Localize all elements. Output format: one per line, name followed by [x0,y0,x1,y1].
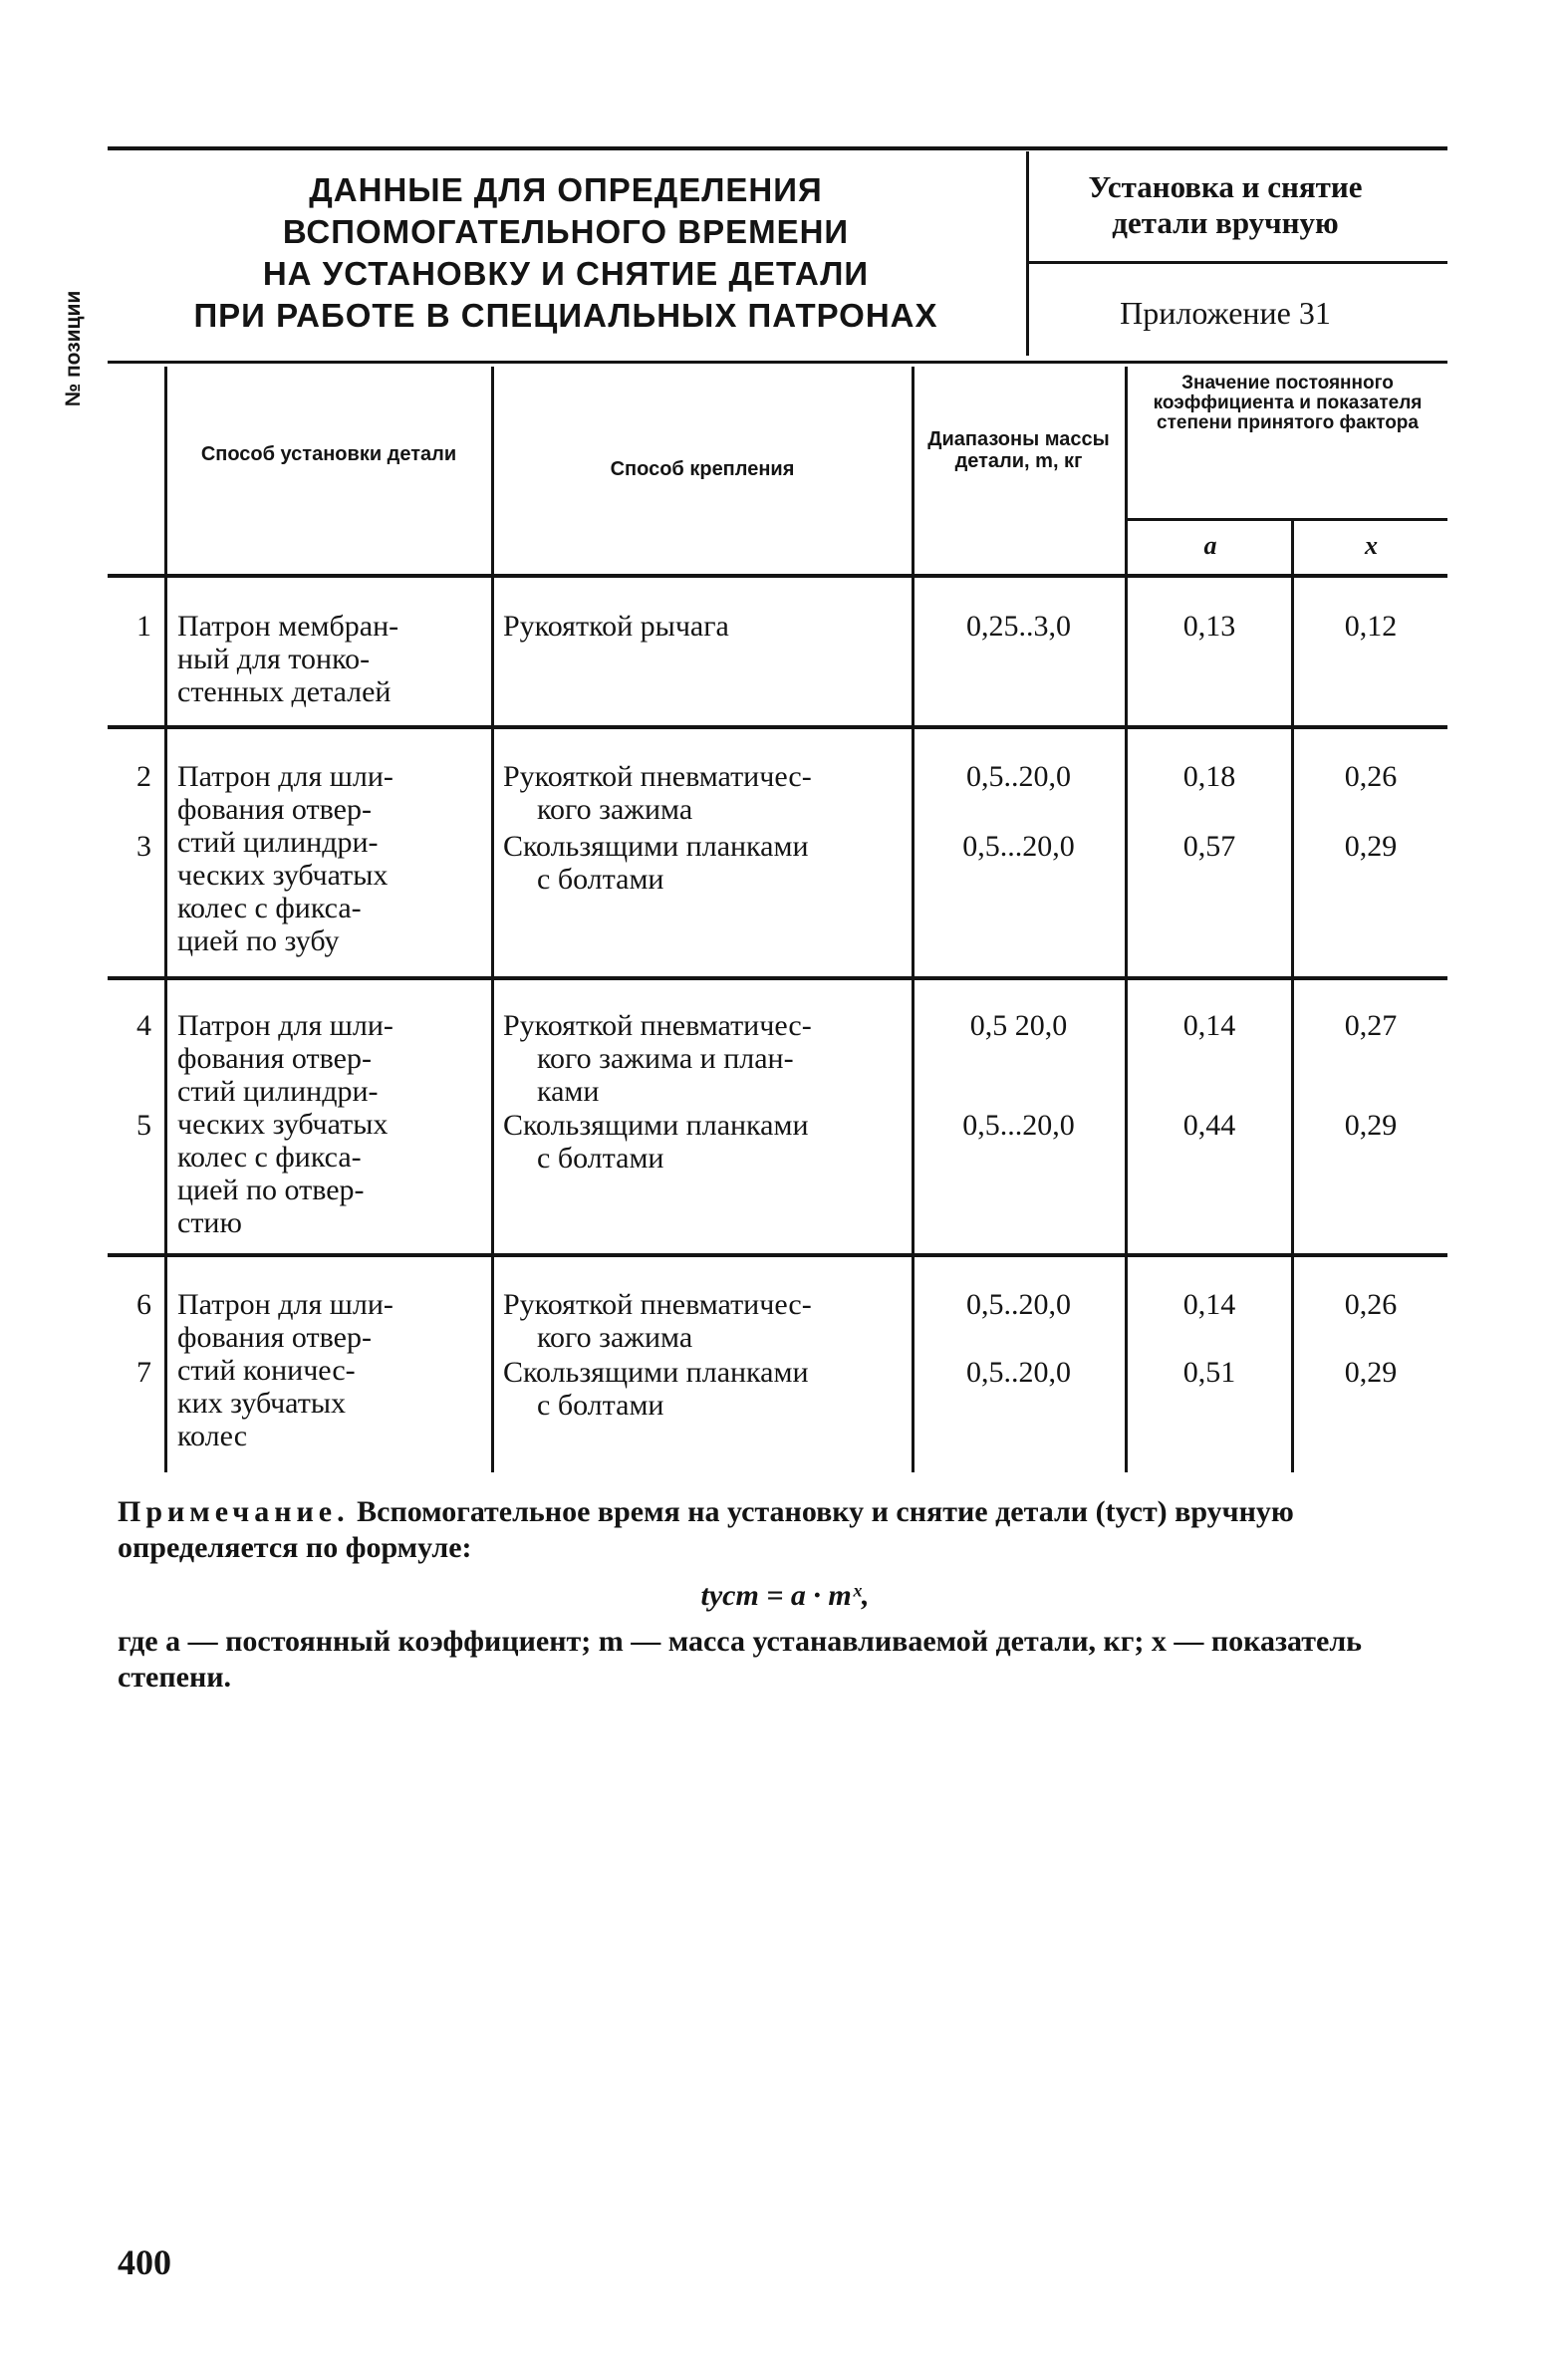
mass-cell: 0,5..20,0 [966,760,1071,793]
a-cell: 0,18 [1182,760,1236,793]
method-line: фования отвер- [177,793,372,826]
method-line: фования отвер- [177,1042,372,1075]
fastening-line: с болтами [537,1142,664,1175]
method-line: цией по отвер- [177,1174,365,1206]
mass-cell: 0,25..3,0 [966,610,1071,643]
col-divider [164,367,167,1472]
note-paragraph [118,1494,1452,1566]
a-cell: 0,44 [1182,1109,1236,1142]
fastening-cell [503,1009,907,1108]
title-line: ПРИ РАБОТЕ В СПЕЦИАЛЬНЫХ ПАТРОНАХ [193,297,938,334]
table-top-rule [108,361,1447,364]
section-line: Установка и снятие [1088,169,1363,204]
fastening-cell [503,760,907,826]
fastening-line: Скользящими планками [503,830,809,863]
section-label [1036,169,1415,241]
fastening-line: с болтами [537,863,664,896]
top-rule [108,146,1447,150]
formula: tуст = a · mˣ, [700,1579,870,1612]
appendix-label: Приложение 31 [1120,295,1331,331]
section-line: детали вручную [1112,205,1339,240]
x-cell: 0,27 [1344,1009,1398,1042]
header-coef: Значение постоянного коэффициента и показателя степени принятого фактора [1153,373,1423,433]
method-line: Патрон мембран- [177,610,399,643]
method-line: Патрон для шли- [177,1009,393,1042]
header-mass: Диапазоны массы детали, m, кг [927,428,1110,472]
title-line: ВСПОМОГАТЕЛЬНОГО ВРЕМЕНИ [282,213,850,250]
fastening-line: Скользящими планками [503,1356,809,1389]
row-number: 6 [136,1288,151,1321]
fastening-line: Рукояткой пневматичес- [503,1288,812,1321]
title-line: ДАННЫЕ ДЛЯ ОПРЕДЕЛЕНИЯ [309,171,823,208]
method-line: ческих зубчатых [177,1108,389,1141]
method-line: стенных деталей [177,675,392,708]
group-rule [108,725,1447,729]
note-definitions: где a — постоянный коэффициент; m — масса устанавливаемой детали, кг; x — показатель степени. [118,1625,1363,1694]
fastening-line: ками [537,1075,600,1108]
fastening-line: Рукояткой рычага [503,610,729,643]
method-line: фования отвер- [177,1321,372,1354]
header-a: a [1203,531,1217,560]
method-cell [177,610,486,708]
fastening-line: с болтами [537,1389,664,1422]
method-line: Патрон для шли- [177,760,393,793]
method-line: цией по зубу [177,924,340,957]
col-divider [491,367,494,1472]
fastening-cell [503,1288,907,1354]
fastening-line: кого зажима [537,793,693,826]
fastening-cell [503,830,907,896]
method-line: ный для тонко- [177,643,371,675]
fastening-line: кого зажима и план- [537,1042,794,1075]
method-line: ких зубчатых [177,1387,346,1420]
coef-subheader-rule [1128,518,1447,521]
group-rule [108,1253,1447,1257]
method-cell [177,1288,486,1452]
method-cell [177,760,486,957]
mass-cell: 0,5..20,0 [966,1288,1071,1321]
mass-cell: 0,5 20,0 [969,1009,1068,1042]
header-bottom-rule [108,574,1447,578]
header-fastening: Способ крепления [610,458,795,480]
a-cell: 0,57 [1182,830,1236,863]
method-line: стий коничес- [177,1354,356,1387]
mass-cell: 0,5...20,0 [962,1109,1075,1142]
fastening-cell [503,1356,907,1422]
row-number: 3 [136,830,151,863]
row-number: 7 [136,1356,151,1389]
title-line: НА УСТАНОВКУ И СНЯТИЕ ДЕТАЛИ [262,255,870,292]
col-divider [1291,521,1294,1472]
page-title [118,169,1014,337]
row-number: 2 [136,760,151,793]
method-line: стий цилиндри- [177,1075,379,1108]
method-cell [177,1009,486,1239]
header-position: № позиции [62,290,85,407]
note-text: Вспомогательное время на установку и снятие детали (tуст) вручную определяется по формуле: [118,1495,1294,1564]
row-number: 4 [136,1009,151,1042]
method-line: колес с фикса- [177,892,362,924]
a-cell: 0,14 [1182,1009,1236,1042]
x-cell: 0,26 [1344,760,1398,793]
method-line: колес [177,1420,248,1452]
fastening-cell [503,610,907,643]
x-cell: 0,29 [1344,830,1398,863]
mass-cell: 0,5...20,0 [962,830,1075,863]
method-line: колес с фикса- [177,1141,362,1174]
x-cell: 0,29 [1344,1356,1398,1389]
fastening-line: Рукояткой пневматичес- [503,760,812,793]
header-x: x [1365,531,1378,560]
row-number: 1 [136,610,151,643]
group-rule [108,976,1447,980]
x-cell: 0,26 [1344,1288,1398,1321]
page-number: 400 [118,2242,171,2282]
a-cell: 0,51 [1182,1356,1236,1389]
mass-cell: 0,5..20,0 [966,1356,1071,1389]
header-method: Способ установки детали [200,443,457,465]
col-divider [912,367,915,1472]
fastening-line: Рукояткой пневматичес- [503,1009,812,1042]
a-cell: 0,14 [1182,1288,1236,1321]
method-line: стий цилиндри- [177,826,379,859]
row-number: 5 [136,1109,151,1142]
section-rule [1028,261,1447,264]
note-block [118,1494,1452,1696]
note-label: Примечание. [118,1495,350,1528]
x-cell: 0,29 [1344,1109,1398,1142]
method-line: Патрон для шли- [177,1288,393,1321]
fastening-cell [503,1109,907,1175]
method-line: стию [177,1206,242,1239]
fastening-line: кого зажима [537,1321,693,1354]
header-divider [1026,151,1029,356]
fastening-line: Скользящими планками [503,1109,809,1142]
x-cell: 0,12 [1344,610,1398,643]
method-line: ческих зубчатых [177,859,389,892]
a-cell: 0,13 [1182,610,1236,643]
